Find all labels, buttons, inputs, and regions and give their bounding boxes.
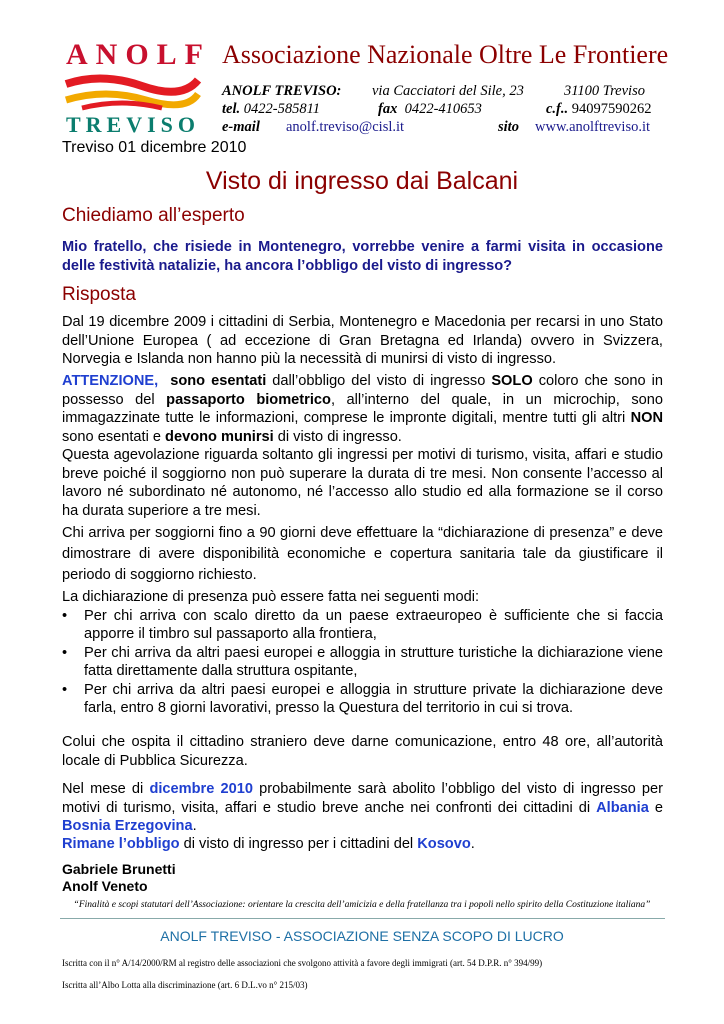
paragraph-2: ATTENZIONE, sono esentati dall’obbligo del visto di ingresso SOLO coloro che sono in possesso del passaporto biometrico, all’interno del quale, in un microchip, sono immagazzinate tutte le informazioni, comprese le impronte digitali, mentre tutti gli altri NON sono esentati e devono munirsi di visto di ingresso.	[62, 373, 663, 445]
list-item: • Per chi arriva da altri paesi europei e alloggia in strutture turistiche la dichiarazione viene fatta direttamente dalla struttura ospitante,	[62, 644, 663, 679]
paragraph-1: Dal 19 dicembre 2009 i cittadini di Serbia, Montenegro e Macedonia per recarsi in uno Stato dell’Unione Europea ( ad eccezione di Gran Bretagna ed Irlanda) ovvero in Svizzera, Norvegia e Islanda non hanno più la necessità di munirsi di visto di ingresso.	[62, 314, 663, 367]
paragraph-8: Rimane l’obbligo di visto di ingresso per i cittadini del Kosovo.	[62, 836, 475, 852]
document-date: Treviso 01 dicembre 2010	[62, 139, 247, 156]
question-heading: Chiediamo all’esperto	[62, 205, 245, 226]
question-text: Mio fratello, che risiede in Montenegro, vorrebbe venire a farmi visita in occasione delle festività natalizie, ha ancora l’obbligo del visto di ingresso?	[62, 239, 663, 274]
signature	[62, 861, 176, 895]
signature-org: Anolf Veneto	[62, 878, 148, 894]
footnote-albo: Iscritta all’Albo Lotta alla discriminazione (art. 6 D.L.vo n° 215/03)	[62, 980, 308, 990]
footnote-registry: Iscritta con il n° A/14/2000/RM al registro delle associazioni che svolgono attività a favore degli immigrati (art. 54 D.P.R. n° 394/99)	[62, 958, 543, 968]
logo-top-text: ANOLF	[66, 38, 211, 71]
header-email-link[interactable]: anolf.treviso@cisl.it	[286, 119, 405, 135]
header-email-label: e-mail	[222, 119, 260, 135]
list-item: • Per chi arriva da altri paesi europei e alloggia in strutture private la dichiarazione deve farla, entro 8 giorni lavorativi, presso la Questura del territorio in cui si trova.	[62, 681, 663, 716]
header-cf: c.f.. 94097590262	[546, 101, 652, 117]
declaration-intro: La dichiarazione di presenza può essere fatta nei seguenti modi:	[62, 589, 479, 605]
header-tel: tel. 0422-585811	[222, 101, 321, 117]
logo-bottom-text: TREVISO	[66, 112, 201, 137]
association-motto: “Finalità e scopi statutari dell’Associazione: orientare la crescita dell’amicizia e della fratellanza tra i popoli nello spirito della Costituzione italiana”	[73, 900, 651, 910]
page-title: Visto di ingresso dai Balcani	[205, 167, 519, 195]
header-site-label: sito	[498, 119, 519, 135]
header-address: via Cacciatori del Sile, 23	[372, 83, 524, 99]
paragraph-4: Chi arriva per soggiorni fino a 90 giorni deve effettuare la “dichiarazione di presenza” e deve dimostrare di avere disponibilità economiche e copertura sanitaria tale da giustificare il periodo di soggiorno richiesto.	[62, 525, 663, 583]
paragraph-5	[62, 588, 663, 718]
header-site-link[interactable]: www.anolftreviso.it	[535, 119, 651, 135]
paragraph-3: Questa agevolazione riguarda soltanto gli ingressi per motivi di turismo, visita, affari e studio breve poiché il soggiorno non può superare la durata di tre mesi. Non consente l’accesso al lavoro né subordinato né autonomo, né l’accesso allo studio ed alla formazione se il corso ha durata superiore a tre mesi.	[62, 447, 663, 519]
paragraph-7: Nel mese di dicembre 2010 probabilmente sarà abolito l’obbligo del visto di ingresso per motivi di turismo, visita, affari e studio breve anche nei confronti dei cittadini di Albania e Bosnia Erzegovina.	[62, 781, 663, 834]
header-fax: fax 0422-410653	[378, 101, 482, 117]
footer-divider	[60, 918, 665, 919]
header-city: 31100 Treviso	[564, 83, 645, 99]
header-title: Associazione Nazionale Oltre Le Frontiere	[222, 40, 669, 69]
header-org-label: ANOLF TREVISO:	[222, 83, 342, 99]
answer-heading: Risposta	[62, 284, 136, 305]
list-item: • Per chi arriva con scalo diretto da un paese extraeuropeo è sufficiente che si faccia apporre il timbro sul passaporto alla frontiera,	[62, 607, 663, 642]
signature-name: Gabriele Brunetti	[62, 861, 176, 877]
logo-waves-icon	[62, 70, 202, 112]
paragraph-6: Colui che ospita il cittadino straniero deve darne comunicazione, entro 48 ore, all’autorità locale di Pubblica Sicurezza.	[62, 734, 663, 769]
footer-org-name: ANOLF TREVISO - ASSOCIAZIONE SENZA SCOPO DI LUCRO	[160, 928, 564, 944]
